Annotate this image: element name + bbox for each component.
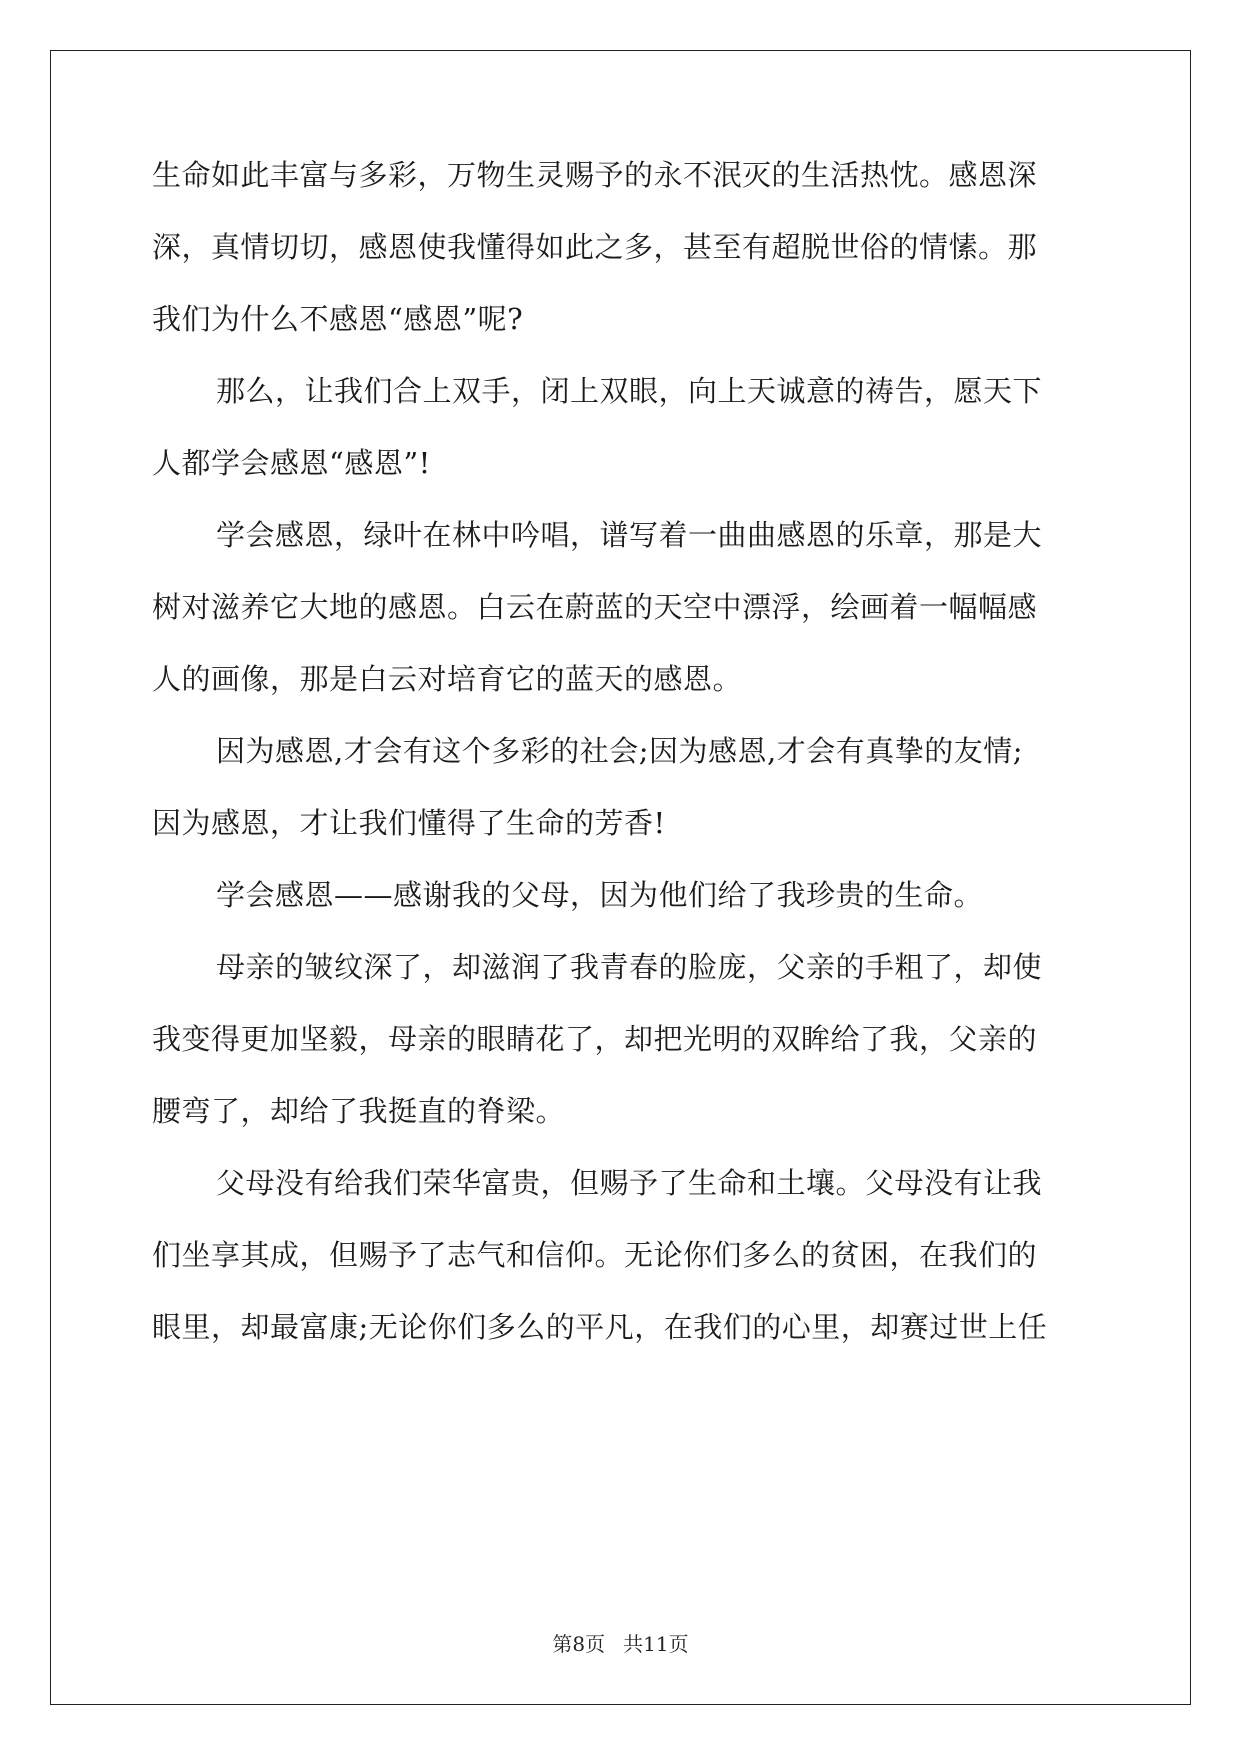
text-line: 们坐享其成，但赐予了志气和信仰。无论你们多么的贫困，在我们的: [152, 1238, 1038, 1272]
text-line: 我们为什么不感恩“感恩”呢?: [152, 302, 524, 336]
text-line: 深，真情切切，感恩使我懂得如此之多，甚至有超脱世俗的情愫。那: [152, 230, 1038, 264]
text-line: 眼里，却最富康;无论你们多么的平凡，在我们的心里，却赛过世上任: [152, 1310, 1048, 1344]
text-line: 我变得更加坚毅，母亲的眼睛花了，却把光明的双眸给了我，父亲的: [152, 1022, 1038, 1056]
text-line: 腰弯了，却给了我挺直的脊梁。: [152, 1094, 566, 1128]
text-line: 树对滋养它大地的感恩。白云在蔚蓝的天空中漂浮，绘画着一幅幅感: [152, 590, 1038, 624]
text-line: 母亲的皱纹深了，却滋润了我青春的脸庞，父亲的手粗了，却使: [216, 950, 1043, 984]
text-line: 那么，让我们合上双手，闭上双眼，向上天诚意的祷告，愿天下: [216, 374, 1043, 408]
text-line: 人的画像，那是白云对培育它的蓝天的感恩。: [152, 662, 743, 696]
page-total: 共11页: [623, 1632, 689, 1656]
text-line: 生命如此丰富与多彩，万物生灵赐予的永不泯灭的生活热忱。感恩深: [152, 158, 1038, 192]
text-line: 学会感恩，绿叶在林中吟唱，谱写着一曲曲感恩的乐章，那是大: [216, 518, 1043, 552]
text-line: 人都学会感恩“感恩”!: [152, 446, 431, 480]
text-line: 因为感恩，才让我们懂得了生命的芳香!: [152, 806, 666, 840]
page-number: 第8页: [552, 1632, 606, 1656]
text-line: 学会感恩——感谢我的父母，因为他们给了我珍贵的生命。: [216, 878, 984, 912]
page-footer: [0, 1628, 1241, 1657]
text-line: 因为感恩,才会有这个多彩的社会;因为感恩,才会有真挚的友情;: [216, 734, 1023, 768]
text-line: 父母没有给我们荣华富贵，但赐予了生命和土壤。父母没有让我: [216, 1166, 1043, 1200]
